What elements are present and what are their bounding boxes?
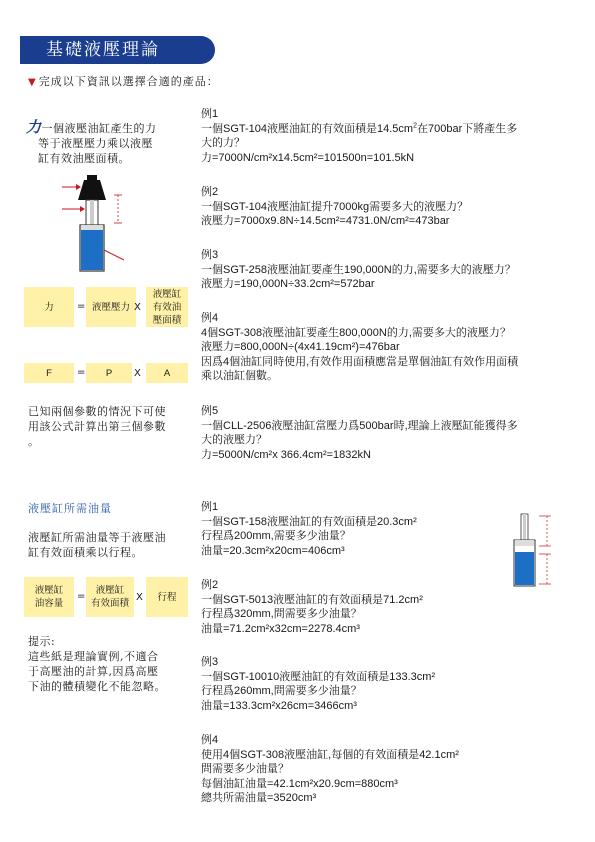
formula-note: 已知兩個參數的情況下可使 用該公式計算出第三個參數 。 [28, 405, 166, 448]
formula-f-box: F [24, 363, 74, 383]
cylinder-with-weight-illustration [62, 175, 137, 275]
formula-force-box: 力 [24, 287, 74, 327]
oil-area-box: 液壓缸 有效面積 [86, 577, 134, 617]
oil-stroke-box: 行程 [146, 577, 188, 617]
force-example-4: 例4 4個SGT-308液壓油缸要產生800,000N的力,需要多大的液壓力？ 液壓力=800,000N÷(4x41.19cm²)=476bar 因爲4個油缸同時使用,有效作用面積應當是單個油缸有效作用面積 乘以油缸個數。 [201, 312, 519, 382]
triangle-bullet-icon: ▼ [28, 77, 37, 88]
intro-text: ▼ 完成以下資訊以選擇合適的產品： [28, 75, 219, 88]
force-heading-char: 力 [26, 118, 42, 136]
force-example-3: 例3 一個SGT-258液壓油缸要產生190,000N的力,需要多大的液壓力？ 液壓力=190,000N÷33.2cm²=572bar [201, 249, 516, 290]
oil-equals: = [77, 591, 86, 602]
formula-area-box: 液壓缸 有效油 壓面積 [146, 287, 188, 327]
oil-description: 液壓缸所需油量等于液壓油 缸有效面積乘以行程。 [28, 531, 166, 559]
oil-section-heading: 液壓缸所需油量 [28, 502, 112, 515]
oil-tip: 提示: 這些紙是理論實例,不適合 于高壓油的計算,因爲高壓 下油的體積變化不能忽略。 [28, 635, 166, 693]
oil-example-4: 例4 使用4個SGT-308液壓油缸,每個的有效面積是42.1cm² 問需要多少油量？ 每個油缸油量=42.1cm²x20.9cm=880cm³ 總共所需油量=3520cm³ [201, 734, 459, 804]
oil-example-2: 例2 一個SGT-5013液壓油缸的有效面積是71.2cm² 行程爲320mm,問需要多少油量？ 油量=71.2cm²x32cm=2278.4cm³ [201, 579, 423, 635]
formula-pressure-box: 液壓壓力 [86, 287, 136, 327]
oil-times: X [136, 592, 143, 603]
page-title: 基礎液壓理論 [26, 36, 215, 64]
force-description: 力一個液壓油缸產生的力 等于液壓壓力乘以液壓 缸有效油壓面積。 [26, 118, 157, 165]
force-example-1: 例1 一個SGT-104液壓油缸的有效面積是$14.5cm^2$在700bar下將產生多 大的力？ 力=7000N/cm²x14.5cm²=101500n=101.5kN [201, 108, 518, 164]
formula2-equals: = [77, 367, 86, 378]
formula-times: X [134, 302, 141, 313]
oil-example-3: 例3 一個SGT-10010液壓油缸的有效面積是133.3cm² 行程爲260mm,問需要多少油量？ 油量=133.3cm²x26cm=3466cm³ [201, 656, 436, 712]
formula2-times: X [134, 368, 141, 379]
force-example-5: 例5 一個CLL-2506液壓油缸當壓力爲500bar時,理論上液壓缸能獲得多 大的液壓力？ 力=5000N/cm²x 366.4cm²=1832kN [201, 405, 518, 461]
oil-example-1: 例1 一個SGT-158液壓油缸的有效面積是20.3cm² 行程爲200mm,需要多少油量？ 油量=20.3cm²x20cm=406cm³ [201, 501, 417, 557]
formula-p-box: P [86, 363, 132, 383]
force-example-2: 例2 一個SGT-104液壓油缸提升7000kg需要多大的液壓力？ 液壓力=7000x9.8N÷14.5cm²=4731.0N/cm²=473bar [201, 186, 469, 227]
oil-volume-box: 液壓缸 油容量 [24, 577, 74, 617]
formula-equals: = [77, 301, 86, 312]
formula-a-box: A [146, 363, 188, 383]
